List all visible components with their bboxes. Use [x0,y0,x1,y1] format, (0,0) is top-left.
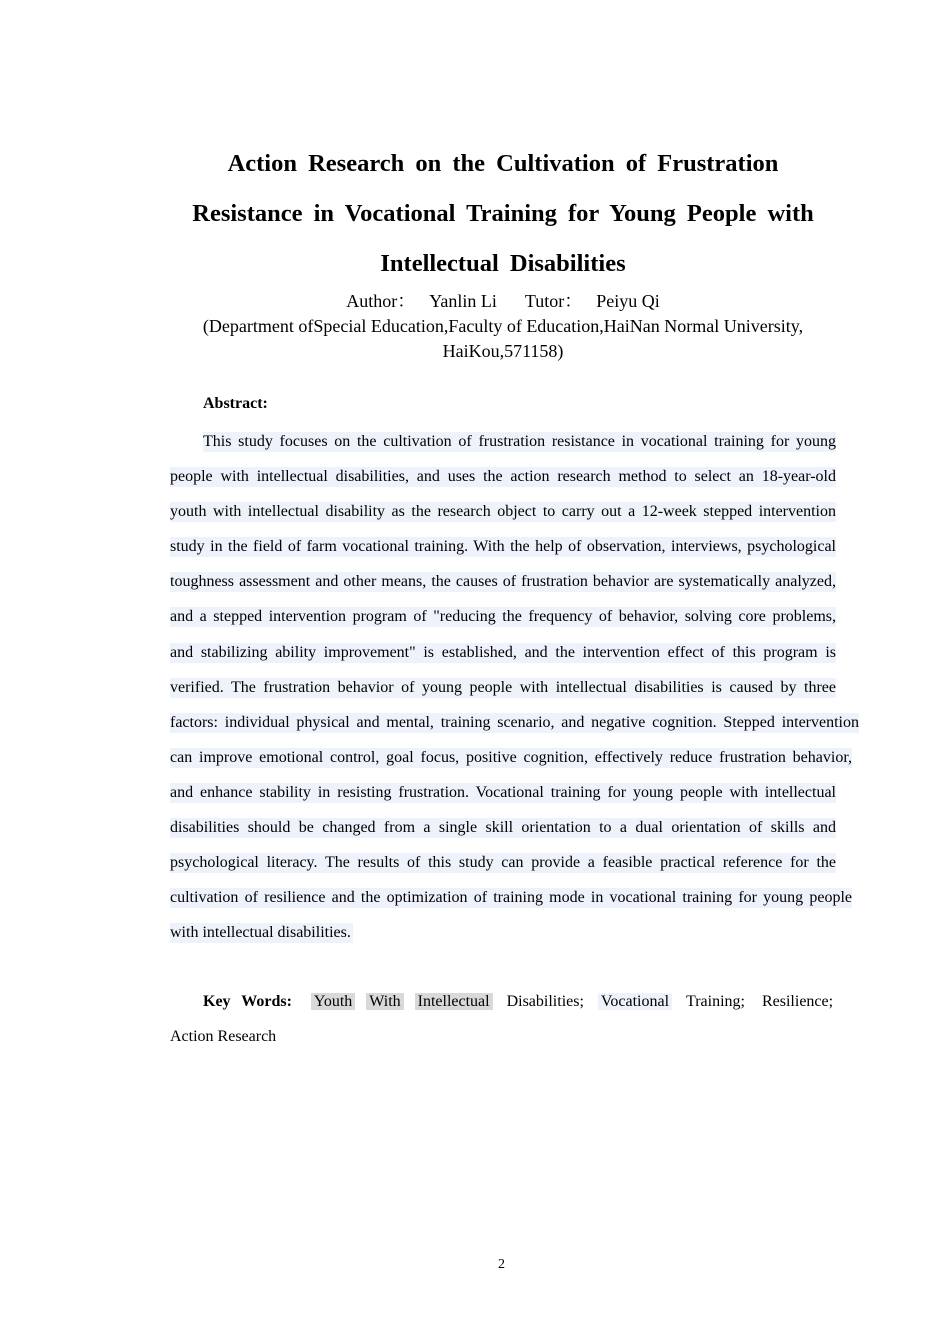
abstract-line: can improve emotional control, goal focus, positive cognition, effectively reduce frustration behavior, [170,748,852,766]
keyword: Intellectual [415,993,493,1010]
abstract-line: cultivation of resilience and the optimization of training mode in vocational training for young people [170,889,852,907]
abstract-line: psychological literacy. The results of this study can provide a feasible practical reference for the [170,854,836,872]
tutor-label: Tutor： [524,291,583,311]
keyword: Resilience; [761,993,834,1010]
affiliation-line-2: HaiKou,571158) [442,341,564,361]
keyword: Disabilities; [506,993,584,1010]
abstract-line: study in the field of farm vocational training. With the help of observation, interviews, psychological [170,538,836,556]
page-number: 2 [498,1257,505,1272]
abstract-line: with intellectual disabilities. [170,924,351,942]
title-line-2: Resistance in Vocational Training for Young People with [192,200,814,227]
paper-title [150,139,856,289]
abstract-heading: Abstract: [203,395,268,412]
keyword: Training; [686,993,745,1010]
abstract-line: factors: individual physical and mental, training scenario, and negative cognition. Stepped intervention [170,713,859,731]
author-row [150,289,856,314]
abstract-line: and enhance stability in resisting frustration. Vocational training for young people with intellectual [170,783,836,801]
abstract-line: verified. The frustration behavior of young people with intellectual disabilities is caused by three [170,678,836,696]
abstract-line: youth with intellectual disability as the research object to carry out a 12-week stepped intervention [170,503,836,521]
keywords-section [170,984,836,1054]
keyword: Youth [311,993,355,1010]
keywords-line-2: Action Research [170,1028,277,1045]
keyword: Vocational [598,993,672,1010]
abstract-line: toughness assessment and other means, the causes of frustration behavior are systematically analyzed, [170,573,836,591]
abstract-line: This study focuses on the cultivation of frustration resistance in vocational training for young [203,433,836,450]
abstract-line: and stabilizing ability improvement" is established, and the intervention effect of this program is [170,643,836,661]
author-label: Author： [346,291,416,311]
byline [150,289,856,364]
title-line-3: Intellectual Disabilities [380,250,626,277]
abstract-body [170,424,860,950]
keywords-line-1 [170,984,836,1019]
abstract-line: disabilities should be changed from a single skill orientation to a dual orientation of skills and [170,819,836,837]
abstract-line: and a stepped intervention program of "reducing the frequency of behavior, solving core problems, [170,608,836,626]
author-name: Yanlin Li [429,291,497,311]
affiliation-line-1: (Department ofSpecial Education,Faculty of Education,HaiNan Normal University, [202,316,804,336]
tutor-name: Peiyu Qi [596,291,660,311]
abstract-line: people with intellectual disabilities, and uses the action research method to select an 18-year-old [170,468,836,486]
title-line-1: Action Research on the Cultivation of Frustration [227,150,779,177]
keyword: With [366,993,403,1010]
keywords-label: Key Words: [203,993,292,1010]
